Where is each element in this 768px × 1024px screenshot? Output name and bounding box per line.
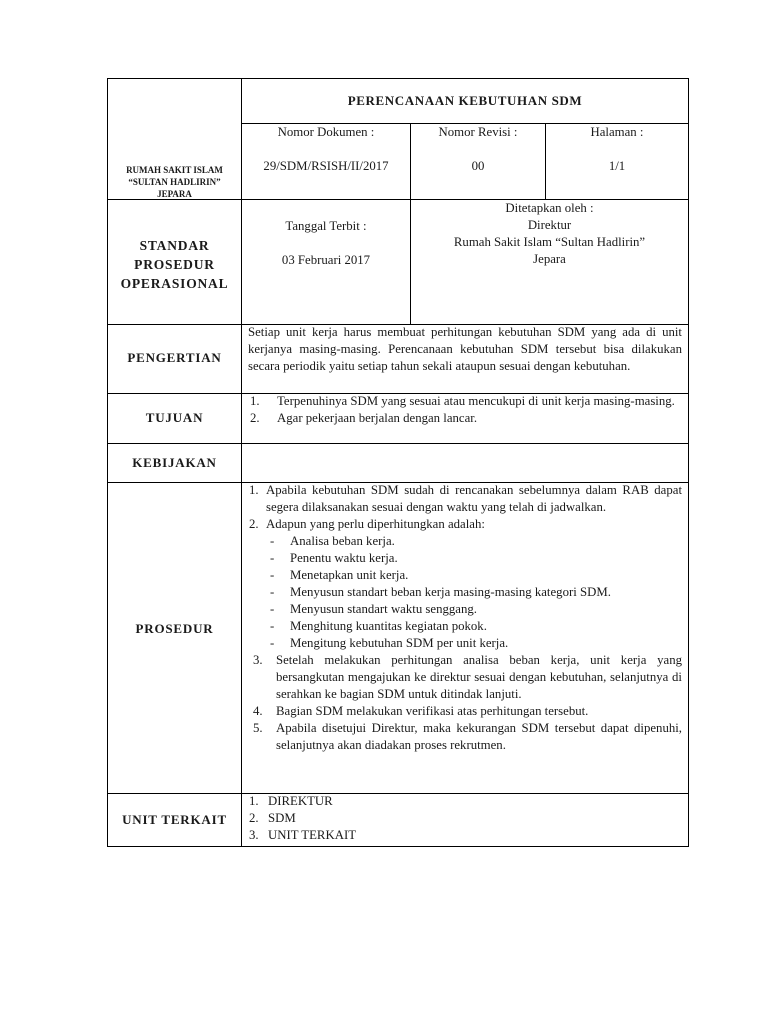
unit-terkait-item-3 <box>249 827 682 844</box>
sop-line-3: OPERASIONAL <box>120 276 229 291</box>
prosedur-step-4-num: 4. <box>253 704 263 718</box>
prosedur-label: PROSEDUR <box>135 621 214 636</box>
unit-terkait-item-1 <box>249 793 682 810</box>
prosedur-sub-item <box>270 601 682 618</box>
prosedur-sub-list <box>249 533 682 652</box>
approval-line-4: Jepara <box>533 252 566 266</box>
page-label: Halaman : <box>590 125 644 139</box>
unit-terkait-item-3-text: UNIT TERKAIT <box>268 828 357 842</box>
row-divider-tujuan <box>107 443 689 444</box>
dash-bullet: - <box>270 551 275 565</box>
hospital-name-line-2: “SULTAN HADLIRIN” <box>128 177 221 187</box>
page-value: 1/1 <box>608 159 626 173</box>
dash-bullet: - <box>270 619 275 633</box>
dash-bullet: - <box>270 534 275 548</box>
prosedur-sub-item <box>270 533 682 550</box>
border-top <box>107 78 689 79</box>
approval-line-2: Direktur <box>527 218 572 232</box>
prosedur-step-5-text: Apabila disetujui Direktur, maka kekurangan SDM tersebut dapat dipenuhi, selanjutnya akan diadakan proses rekrutmen. <box>276 721 682 752</box>
approval-line-1: Ditetapkan oleh : <box>505 201 594 215</box>
pengertian-label: PENGERTIAN <box>127 350 222 365</box>
doc-number-label: Nomor Dokumen : <box>277 125 375 139</box>
sop-line-2: PROSEDUR <box>134 257 215 272</box>
unit-terkait-label: UNIT TERKAIT <box>122 812 227 827</box>
border-bottom <box>107 846 689 847</box>
border-right <box>688 78 689 847</box>
sop-line-1: STANDAR <box>139 238 210 253</box>
tujuan-label: TUJUAN <box>145 410 204 425</box>
hospital-name-line-1: RUMAH SAKIT ISLAM <box>126 165 223 175</box>
prosedur-step-5 <box>249 720 682 754</box>
tujuan-item-2-num: 2. <box>250 411 260 425</box>
unit-terkait-item-2-num: 2. <box>249 811 259 825</box>
prosedur-sub-item <box>270 618 682 635</box>
dash-bullet: - <box>270 585 275 599</box>
prosedur-step-1-text: Apabila kebutuhan SDM sudah di rencanakan sebelumnya dalam RAB dapat segera dilaksanakan sesuai dengan waktu yang telah di jadwalkan. <box>266 483 682 514</box>
tujuan-list <box>250 393 682 427</box>
prosedur-sub-item-text: Menyusun standart waktu senggang. <box>290 602 477 616</box>
tujuan-item-2-text: Agar pekerjaan berjalan dengan lancar. <box>277 411 478 425</box>
prosedur-step-2-text: Adapun yang perlu diperhitungkan adalah: <box>266 517 485 531</box>
prosedur-sub-item-text: Menyusun standart beban kerja masing-masing kategori SDM. <box>290 585 611 599</box>
hospital-name <box>108 164 241 200</box>
unit-terkait-item-2-text: SDM <box>268 811 296 825</box>
revision-value: 00 <box>471 159 485 173</box>
column-divider <box>241 78 242 847</box>
prosedur-step-5-num: 5. <box>253 721 263 735</box>
prosedur-step-3-text: Setelah melakukan perhitungan analisa beban kerja, unit kerja yang bersangkutan mengajukan ke direktur sesuai dengan kebutuhan, selanjutnya di serahkan ke bagian SDM untuk ditindak lanjuti. <box>276 653 682 701</box>
document-title: PERENCANAAN KEBUTUHAN SDM <box>347 93 583 108</box>
prosedur-step-4-text: Bagian SDM melakukan verifikasi atas perhitungan tersebut. <box>276 704 589 718</box>
sop-label <box>108 236 241 293</box>
tujuan-item-1-num: 1. <box>250 394 260 408</box>
unit-terkait-item-1-text: DIREKTUR <box>268 794 333 808</box>
prosedur-sub-item-text: Analisa beban kerja. <box>290 534 395 548</box>
doc-number-value: 29/SDM/RSISH/II/2017 <box>263 159 389 173</box>
tujuan-item-2 <box>250 410 682 427</box>
prosedur-step-4 <box>249 703 682 720</box>
prosedur-sub-item-text: Mengitung kebutuhan SDM per unit kerja. <box>290 636 509 650</box>
pengertian-text: Setiap unit kerja harus membuat perhitungan kebutuhan SDM yang ada di unit kerjanya masing-masing. Perencanaan kebutuhan SDM tersebut bisa dilakukan secara periodik yaitu setiap tahun sekali ataupun sesuai dengan kebutuhan. <box>248 325 682 373</box>
prosedur-sub-item <box>270 567 682 584</box>
dash-bullet: - <box>270 602 275 616</box>
prosedur-sub-item-text: Menghitung kuantitas kegiatan pokok. <box>290 619 487 633</box>
prosedur-step-3-num: 3. <box>253 653 263 667</box>
unit-terkait-item-3-num: 3. <box>249 828 259 842</box>
prosedur-step-1-num: 1. <box>249 483 259 497</box>
approval-block <box>411 200 688 268</box>
tujuan-item-1-text: Terpenuhinya SDM yang sesuai atau mencukupi di unit kerja masing-masing. <box>277 394 675 408</box>
approval-line-3: Rumah Sakit Islam “Sultan Hadlirin” <box>453 235 646 249</box>
prosedur-sub-item-text: Menetapkan unit kerja. <box>290 568 409 582</box>
prosedur-step-1 <box>249 482 682 516</box>
prosedur-step-3 <box>249 652 682 703</box>
dash-bullet: - <box>270 568 275 582</box>
kebijakan-label: KEBIJAKAN <box>132 455 217 470</box>
hospital-name-line-3: JEPARA <box>157 189 192 199</box>
issue-date-value: 03 Februari 2017 <box>281 253 371 267</box>
revision-label: Nomor Revisi : <box>438 125 518 139</box>
unit-terkait-item-2 <box>249 810 682 827</box>
issue-date-label: Tanggal Terbit : <box>285 219 367 233</box>
prosedur-list <box>249 482 682 754</box>
prosedur-sub-item-text: Penentu waktu kerja. <box>290 551 398 565</box>
tujuan-item-1 <box>250 393 682 410</box>
prosedur-sub-item <box>270 635 682 652</box>
unit-terkait-list <box>249 793 682 844</box>
prosedur-step-2 <box>249 516 682 533</box>
prosedur-sub-item <box>270 550 682 567</box>
dash-bullet: - <box>270 636 275 650</box>
unit-terkait-item-1-num: 1. <box>249 794 259 808</box>
prosedur-step-2-num: 2. <box>249 517 259 531</box>
prosedur-sub-item <box>270 584 682 601</box>
